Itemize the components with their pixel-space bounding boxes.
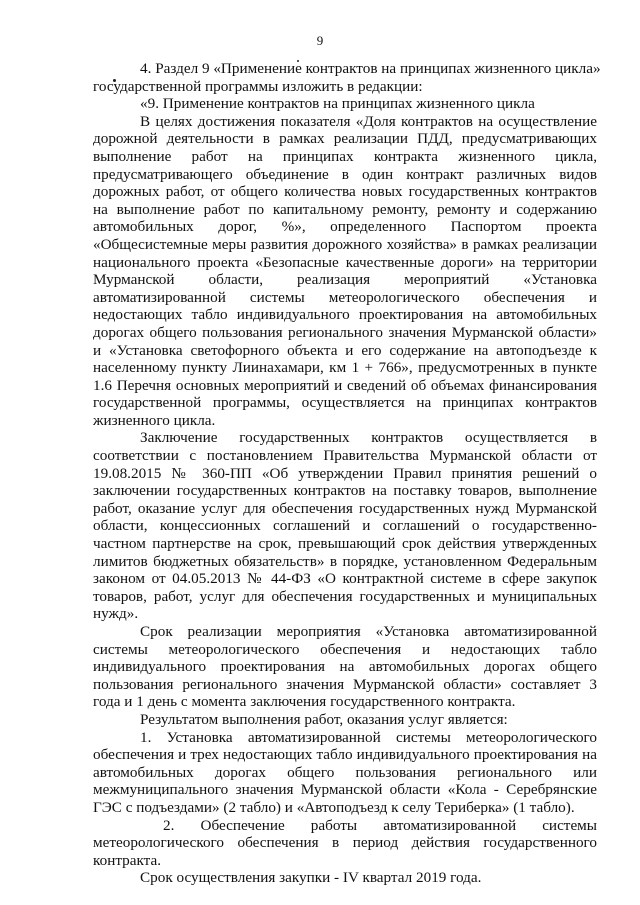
text-line: года и 1 день с момента заключения государственного контракта. <box>93 693 516 711</box>
text-line: законом от 04.05.2013 № 44-ФЗ «О контрактной системе в сфере закупок <box>93 570 597 588</box>
document-body <box>93 60 601 887</box>
text-line: системы метеорологического обеспечения и недостающих табло <box>93 640 597 658</box>
text-line: предусматривающего объединение в один контракт различных видов <box>93 165 597 183</box>
text-line: 2. Обеспечение работы автоматизированной системы <box>163 816 597 834</box>
text-line: межмуниципального значения Мурманской области «Кола - Серебрянские <box>93 781 597 799</box>
text-line: товаров, работ, услуг для обеспечения государственных и муниципальных <box>93 587 597 605</box>
text-line: жизненного цикла. <box>93 411 216 429</box>
text-line: национального проекта «Безопасные качественные дороги» на территории <box>93 253 597 271</box>
text-line: дорожной деятельности в рамках реализации ПДД, предусматривающих <box>93 130 597 148</box>
text-line: автоматизированной системы метеорологического обеспечения и <box>93 288 597 306</box>
text-line: государственной программы, осуществляется на принципах контрактов <box>93 394 597 412</box>
page-number: 9 <box>316 33 324 48</box>
text-line: лимитов бюджетных обязательств» в порядке, установленном Федеральным <box>93 552 597 570</box>
text-line: автомобильных дорогах общего пользования регионального или <box>93 763 597 781</box>
text-line: нужд». <box>93 605 139 623</box>
text-line: заключении государственных контрактов на поставку товаров, выполнение <box>93 482 597 500</box>
text-line: метеорологического обеспечения в период действия государственного <box>93 834 597 852</box>
text-line: ГЭС с подъездами» (2 табло) и «Автоподъезд к селу Териберка» (1 табло). <box>93 798 575 816</box>
text-line: Срок реализации мероприятия «Установка автоматизированной <box>140 623 597 640</box>
text-line: 4. Раздел 9 «Применение контрактов на принципах жизненного цикла» <box>140 60 601 77</box>
text-line: автомобильных дорог, %», определенного Паспортом проекта <box>93 218 597 236</box>
text-line: населенному пункту Лиинахамари, км 1 + 766», предусмотренных в пункте <box>93 359 597 377</box>
text-line: недостающих табло индивидуального проектирования на автомобильных <box>93 306 597 324</box>
text-line: на выполнение работ по капитальному ремонту, ремонту и содержанию <box>93 200 597 218</box>
text-line: 1. Установка автоматизированной системы метеорологического <box>140 728 597 746</box>
text-line: дорогах общего пользования регионального значения Мурманской области» <box>93 323 597 341</box>
text-line: соответствии с постановлением Правительства Мурманской области от <box>93 447 597 465</box>
text-line: Заключение государственных контрактов осуществляется в <box>140 429 597 447</box>
text-line: дорожных работ, от общего количества новых государственных контрактов <box>93 183 597 201</box>
text-line: Мурманской области, реализация мероприятий «Установка <box>93 271 597 289</box>
text-line: работ, оказание услуг для обеспечения государственных нужд Мурманской <box>93 499 597 517</box>
text-line: В целях достижения показателя «Доля контрактов на осуществление <box>140 112 597 130</box>
text-line: государственной программы изложить в редакции: <box>93 77 423 95</box>
text-line: 1.6 Перечня основных мероприятий и сведений об объемах финансирования <box>93 376 597 394</box>
text-line: контракта. <box>93 851 162 869</box>
text-line: выполнение работ на принципах контракта жизненного цикла, <box>93 147 597 165</box>
text-line: частном партнерстве на срок, превышающий срок действия утвержденных <box>93 535 597 553</box>
text-line: 19.08.2015 № 360-ПП «Об утверждении Правил принятия решений о <box>93 464 597 482</box>
text-line: индивидуального проектирования на автомобильных дорогах общего <box>93 658 597 676</box>
text-line: и «Установка светофорного объекта и его содержание на автоподъезде к <box>93 341 597 359</box>
text-line: «Общесистемные меры развития дорожного хозяйства» в рамках реализации <box>93 235 597 253</box>
text-line: пользования регионального значения Мурманской области» составляет 3 <box>93 675 597 693</box>
text-line: «9. Применение контрактов на принципах жизненного цикла <box>140 95 535 113</box>
text-line: Результатом выполнения работ, оказания услуг является: <box>140 710 508 728</box>
text-line: области, концессионных соглашений и соглашений о государственно- <box>93 517 597 535</box>
text-line: обеспечения и трех недостающих табло индивидуального проектирования на <box>93 746 597 764</box>
text-line: Срок осуществления закупки - IV квартал 2019 года. <box>140 869 482 887</box>
